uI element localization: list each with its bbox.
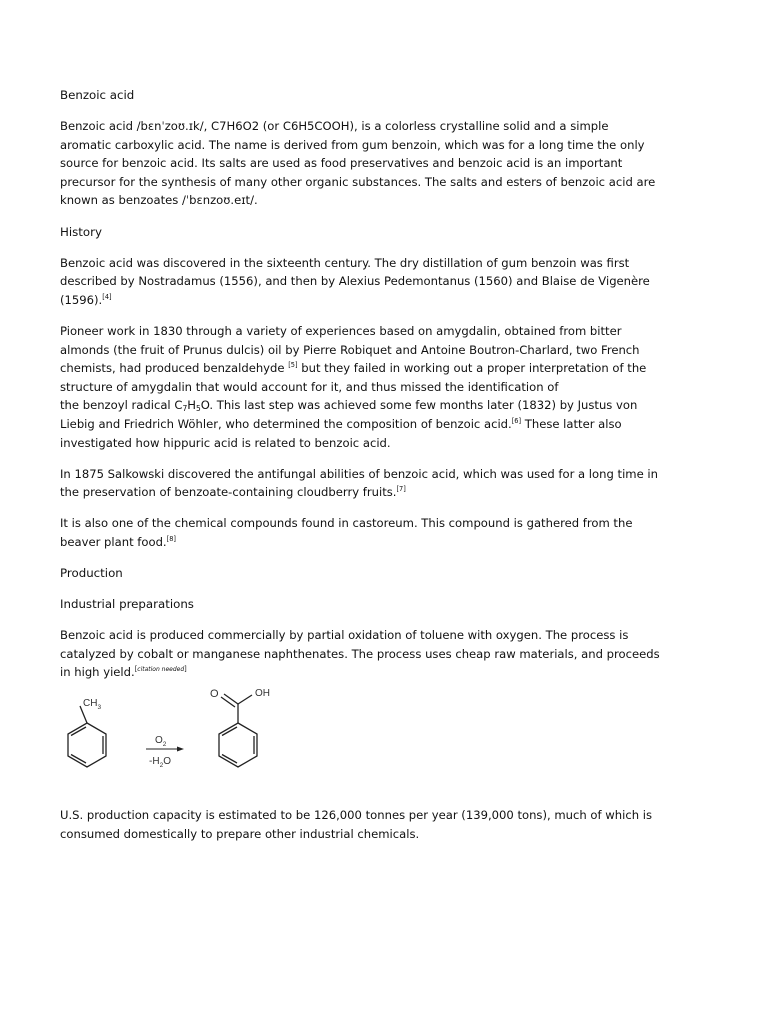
industrial-preparations-heading: Industrial preparations [60,597,194,612]
history-paragraph-2 [60,322,660,452]
history-paragraph-4 [60,514,660,551]
hydroxyl-bond [238,695,252,704]
production-paragraph-2: U.S. production capacity is estimated to be 126,000 tonnes per year (139,000 tons), much of which is consumed domestically to prepare other industrial chemicals. [60,807,653,841]
hydroxyl-label: OH [255,687,270,699]
formula-sub-5: 5 [195,404,201,414]
formula-sub-7: 7 [182,404,188,414]
history-p2-part-e: These latter also investigated how hippuric acid is related to benzoic acid. [60,416,622,450]
citation-4[interactable]: [4] [102,292,112,301]
carbonyl-oxygen-label: O [210,687,219,700]
history-p4-text: It is also one of the chemical compounds found in castoreum. This compound is gathered from the beaver plant food. [60,516,633,549]
benzoic-ring [219,723,257,767]
citation-5[interactable]: [5] [288,361,298,370]
carbonyl-bond-a [224,694,238,704]
formula-h: H [187,398,196,413]
history-heading: History [60,224,102,239]
history-p2-part-b: but they failed in working out a proper interpretation of the structure of amygdalin that would account for it, and thus missed the identification of [60,361,647,394]
production-heading: Production [60,565,123,580]
history-p3-text: In 1875 Salkowski discovered the antifungal abilities of benzoic acid, which was used for a long time in the preservation of benzoate-containing cloudberry fruits. [60,466,658,500]
citation-8[interactable]: [8] [166,534,176,543]
reaction-scheme [60,687,660,796]
history-paragraph-1 [60,254,660,310]
citation-7[interactable]: [7] [396,485,406,494]
toluene-structure [68,706,106,767]
toluene-ring [68,723,106,767]
citation-6[interactable]: [6] [511,416,522,425]
benzoic-acid-structure [219,694,257,767]
history-p2-part-a: Pioneer work in 1830 through a variety of experiences based on amygdalin, obtained from bitter almonds (the fruit of Prunus dulcis) oil by Pierre Robiquet and Antoine Boutron-Charlard, two French chemists, had produced benzaldehyde [60,323,640,376]
intro-paragraph: Benzoic acid /bɛnˈzoʊ.ɪk/, C7H6O2 (or C6H5COOH), is a colorless crystalline solid and a simple aromatic carboxylic acid. The name is derived from gum benzoin, which was for a long time the only source for benzoic acid. Its salts are used as food preservatives and benzoic acid is an important precursor for the synthesis of many other organic substances. The salts and esters of benzoic acid are known as benzoates /ˈbɛnzoʊ.eɪt/. [60,119,656,208]
production-paragraph-1 [60,626,660,682]
history-paragraph-3 [60,465,660,502]
citation-needed-label: citation needed [137,666,185,674]
production-p1-text: Benzoic acid is produced commercially by partial oxidation of toluene with oxygen. The process is catalyzed by cobalt or manganese naphthenates. The process uses cheap raw materials, and proceeds in high yield. [60,628,660,680]
document-page [60,86,660,856]
reagent-oxygen: $O_2$ [155,734,167,748]
history-p1-text: Benzoic acid was discovered in the sixteenth century. The dry distillation of gum benzoin was first described by Nostradamus (1556), and then by Alexius Pedemontanus (1560) and Blaise de Vigenère (1596). [60,255,650,307]
toluene-oxidation-diagram [60,687,320,797]
history-p2-part-c: the benzoyl radical C [60,398,183,413]
methyl-label: $CH_3$ [83,697,102,711]
history-p2-part-d: O. This last step was achieved some few months later (1832) by Justus von Liebig and Friedrich Wöhler, who determined the composition of benzoic acid. [60,398,638,431]
page-title: Benzoic acid [60,88,135,102]
citation-needed[interactable]: [citation needed] [134,665,187,674]
carbonyl-bond-b [221,697,235,707]
byproduct-water: $-H_2O$ [149,755,171,769]
